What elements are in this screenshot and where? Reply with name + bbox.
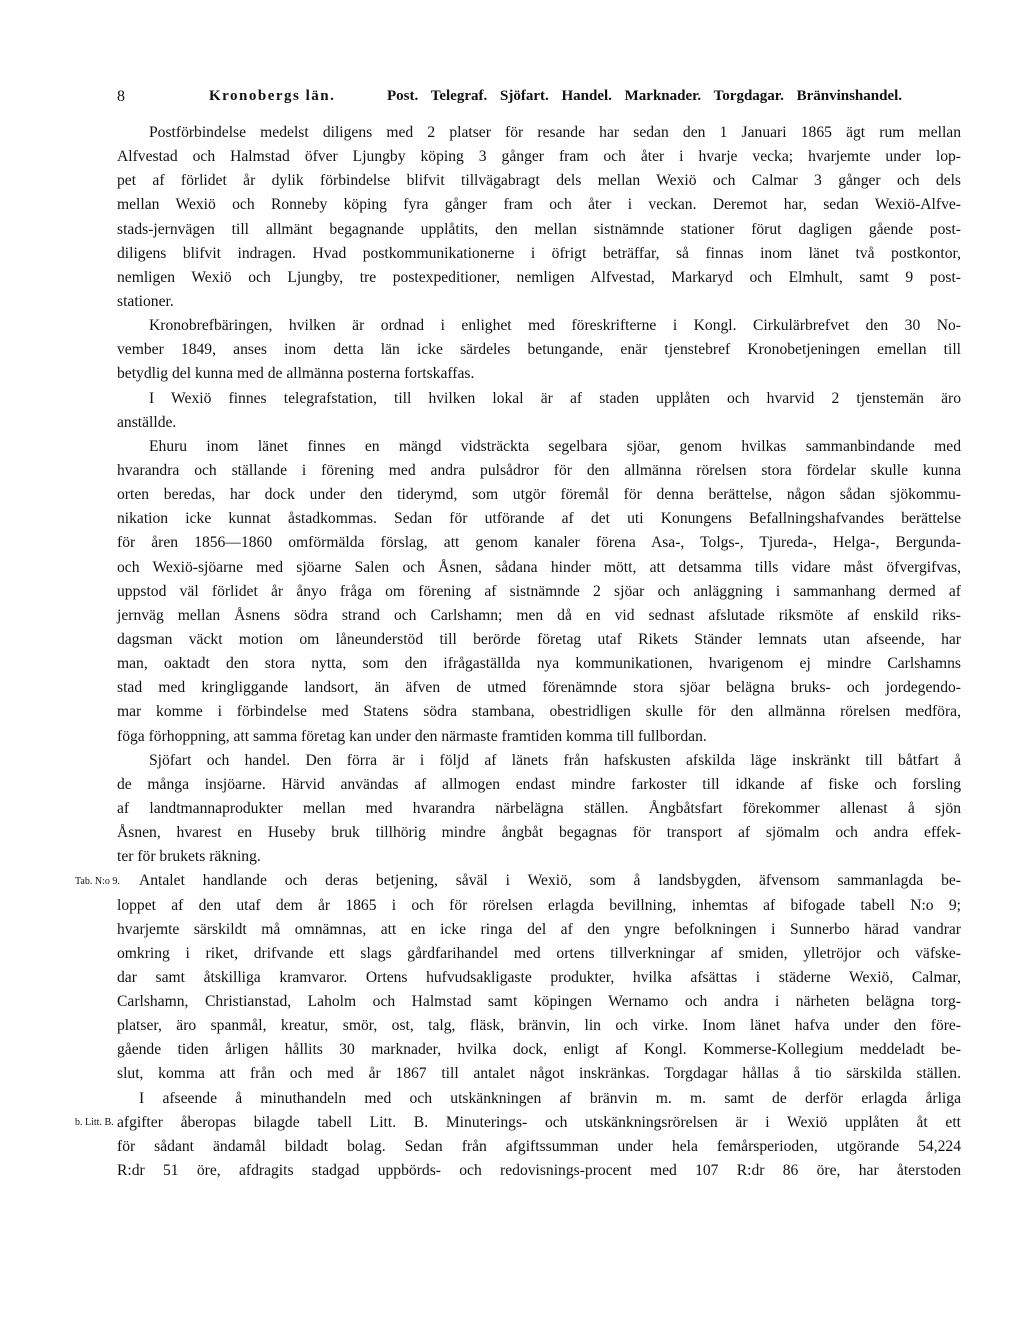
text-line: Carlshamn, Christianstad, Laholm och Halmstad samt köpingen Wernamo och andra i närheten belägna torg- [117,993,961,1011]
text-line: af landtmannaprodukter mellan med hvarandra närbelägna ställen. Ångbåtsfart förekommer allenast å sjön [117,799,961,817]
text-line: afgifter åberopas bilagde tabell Litt. B. Minuterings- och utskänkningsrörelsen är i Wexiö upplåten åt ett [117,1113,961,1131]
text-line: nikation icke kunnat åstadkommas. Sedan för utförande af det uti Konungens Befallningshafvandes berättelse [117,510,961,528]
text-line: uppstod väl förlidet år ånyo fråga om förening af sistnämnde 2 sjöar och anläggning i sammanhang dermed af [117,582,961,600]
text-line: hvarandra och ställande i förening med andra pulsådror för den allmänna rörelsen stora fördelar skulle kunna [117,461,961,479]
text-line: Postförbindelse medelst diligens med 2 platser för resande har sedan den 1 Januari 1865 ägt rum mellan [149,124,961,141]
text-line: för åren 1856—1860 omförmälda förslag, att genom kanaler förena Asa-, Tolgs-, Tjureda-, Helga-, Bergunda- [117,534,961,552]
text-line: mar komme i förbindelse med Statens södra stambana, obestridligen skulle för den allmänna rörelsen medföra, [117,703,961,721]
margin-note: b. Litt. B. [75,1117,114,1129]
text-line: de många insjöarne. Härvid användas af allmogen endast mindre farkoster till idkande af fiske och forsling [117,775,961,793]
text-line: betydlig del kunna med de allmänna posterna fortskaffas. [117,365,475,383]
text-line: slut, komma att från och med år 1867 till antalet något inskränkas. Torgdagar hållas å tio särskilda ställen. [117,1065,961,1083]
text-line: Åsnen, hvarest en Huseby bruk tillhörig mindre ångbåt begagnas för transport af sjömalm och andra effek- [117,824,961,842]
text-line: jernväg mellan Åsnens södra strand och Carlshamn; men då en vid sednast afslutade riksmöte af enskild riks- [117,606,961,624]
running-header [117,88,967,110]
text-line: stads-jernvägen till allmänt begagnande upplåtits, den mellan sistnämnde stationer förut dagligen gående post- [117,220,961,238]
text-line: dar samt åtskilliga kramvaror. Ortens hufvudsakligaste produkter, hvilka afsättas i städerne Wexiö, Calmar, [117,968,961,986]
region-title: Kronobergs län. [209,88,336,104]
text-line: Ehuru inom länet finnes en mängd vidsträckta segelbara sjöar, genom hvilkas sammanbindande med [149,437,961,455]
text-line: omkring i riket, drifvande ett slags gårdfarihandel med ortens tillverkningar af smiden, ylletröjor och väfske- [117,944,961,962]
text-line: Kronobrefbäringen, hvilken är ordnad i enlighet med föreskrifterne i Kongl. Cirkulärbrefvet den 30 No- [149,317,961,335]
text-line: R:dr 51 öre, afdragits stadgad uppbörds- och redovisnings-procent med 107 R:dr 86 öre, har återstoden [117,1162,961,1180]
topic-list: Post. Telegraf. Sjöfart. Handel. Marknader. Torgdagar. Bränvinshandel. [387,88,903,104]
text-line: Antalet handlande och deras betjening, såväl i Wexiö, som å landsbygden, äfvensom sammanlagda be- [139,872,961,890]
text-line: nemligen Wexiö och Ljungby, tre postexpeditioner, nemligen Alfvestad, Markaryd och Elmhult, samt 9 post- [117,268,961,286]
text-line: stationer. [117,292,174,310]
page-number: 8 [117,88,125,105]
text-line: gående tiden årligen hållits 30 marknader, hvilka dock, enligt af Kongl. Kommerse-Kollegium meddeladt be- [117,1041,961,1059]
text-line: ter för brukets räkning. [117,848,261,866]
body-text [117,121,961,1183]
text-line: vember 1849, anses inom detta län icke särdeles betungande, enär tjenstebref Kronobetjeningen emellan till [117,341,961,359]
text-line: diligens blifvit indragen. Hvad postkommunikationerne i öfrigt beträffar, så finnas inom länet två postkontor, [117,244,961,262]
text-line: mellan Wexiö och Ronneby köping fyra gånger fram och åter i veckan. Deremot har, sedan Wexiö-Alfve- [117,196,961,214]
text-line: hvarjemte särskildt må omnämnas, att en icke ringa del af den yngre befolkningen i Sunnerbo härad vandrar [117,920,961,938]
text-line: dagsman väckt motion om låneunderstöd till berörde företag utaf Rikets Ständer lemnats utan afseende, har [117,630,961,648]
text-line: föga förhoppning, att samma företag kan under den närmaste framtiden komma till fullbordan. [117,727,707,745]
text-line: för sådant ändamål bildadt bolag. Sedan från afgiftssumman under hela femårsperioden, utgörande 54,224 [117,1137,961,1155]
text-line: anställde. [117,413,177,431]
text-line: I Wexiö finnes telegrafstation, till hvilken lokal är af staden upplåten och hvarvid 2 tjenstemän äro [149,389,961,407]
text-line: Alfvestad och Halmstad öfver Ljungby köping 3 gånger fram och åter i hvarje vecka; hvarjemte under lop- [117,148,961,166]
margin-note: Tab. N:o 9. [75,875,120,887]
text-line: stad med kringliggande landsort, än äfven de utmed förenämnde stora sjöar belägna bruks- och jordegendo- [117,679,961,697]
text-line: platser, äro spanmål, kreatur, smör, ost, talg, fläsk, bränvin, lin och virke. Inom länet hafva under den före- [117,1017,961,1035]
text-line: och Wexiö-sjöarne med sjöarne Salen och Åsnen, sådana hinder mött, att detsamma tills vidare måst öfvergifvas, [117,558,961,576]
text-line: loppet af den utaf dem år 1865 i och för rörelsen erlagda bevillning, inhemtas af bifogade tabell N:o 9; [117,896,961,914]
text-line: man, oaktadt den stora nytta, som den ifrågaställda nya kommunikationen, hvarigenom ej mindre Carlshamns [117,655,961,673]
text-line: Sjöfart och handel. Den förra är i följd af länets från hafskusten afskilda läge inskränkt till båtfart å [149,751,961,769]
text-line: pet af förlidet år dylik förbindelse blifvit tillvägabragt dels mellan Wexiö och Calmar 3 gånger och dels [117,172,961,190]
text-line: orten beredas, har dock under den tiderymd, som utgör föremål för denna berättelse, någon sådan sjökommu- [117,486,961,504]
text-line: I afseende å minuthandeln med och utskänkningen af bränvin m. m. samt de derför erlagda årliga [139,1089,961,1107]
